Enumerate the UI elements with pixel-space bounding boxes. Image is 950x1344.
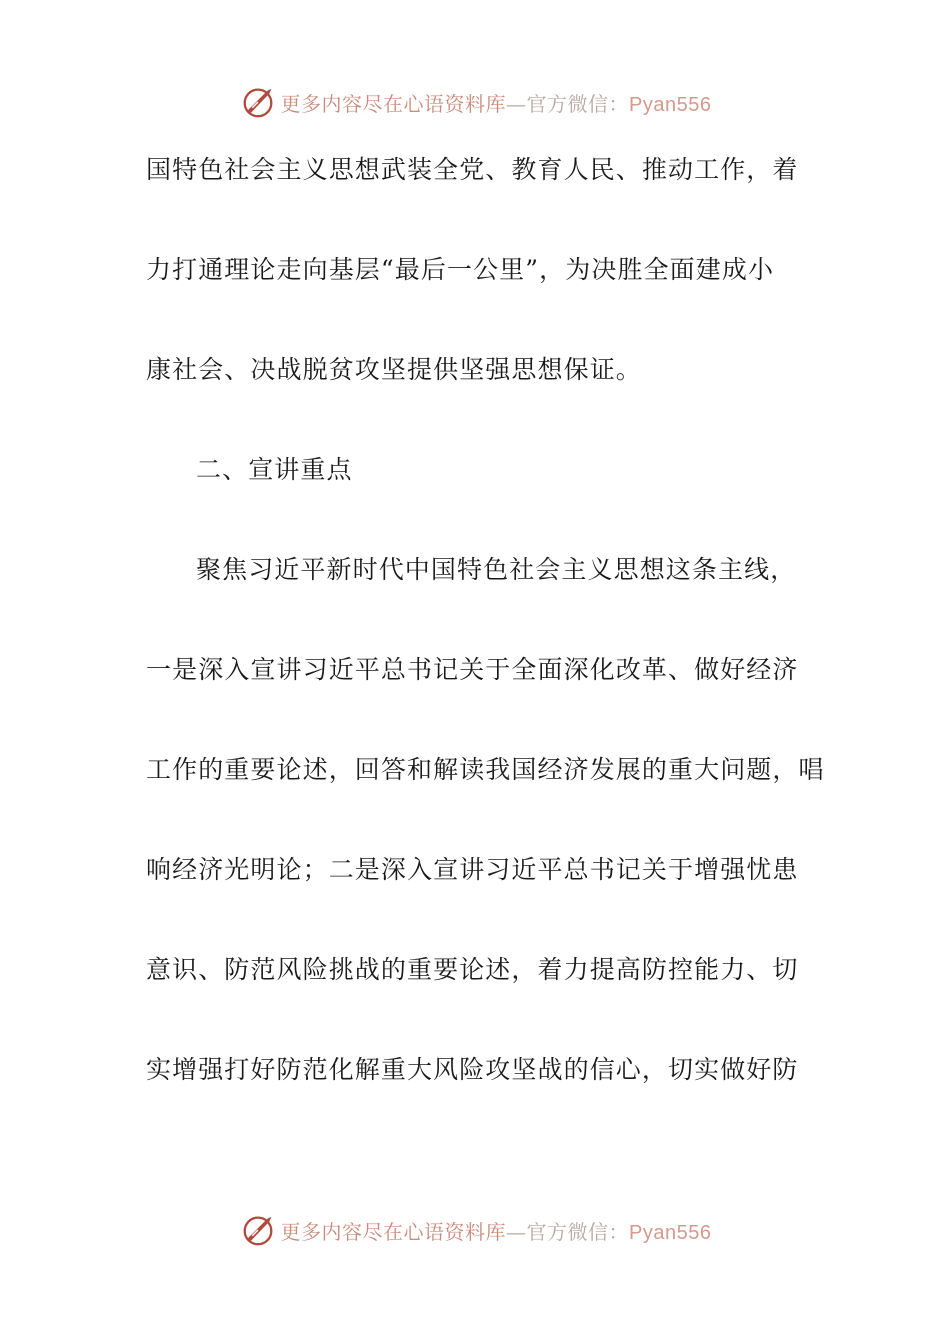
body-line: 力打通理论走向基层“最后一公里”，为决胜全面建成小 xyxy=(146,255,775,284)
banner-wechat-label: 官方微信： xyxy=(526,1219,630,1244)
pen-nib-circle-icon xyxy=(239,1211,277,1249)
banner-site-text: 更多内容尽在心语资料库 xyxy=(280,91,507,116)
section-heading: 二、宣讲重点 xyxy=(196,455,353,484)
footer-banner xyxy=(0,1210,950,1250)
banner-wechat-id: Pyan556 xyxy=(629,1221,712,1244)
banner-site-text: 更多内容尽在心语资料库 xyxy=(280,1219,507,1244)
header-banner xyxy=(0,82,950,122)
body-line: 工作的重要论述，回答和解读我国经济发展的重大问题，唱 xyxy=(146,755,825,784)
body-line: 实增强打好防范化解重大风险攻坚战的信心，切实做好防 xyxy=(146,1055,799,1084)
body-line: 意识、防范风险挑战的重要论述，着力提高防控能力、切 xyxy=(146,955,799,984)
banner-wechat-label: 官方微信： xyxy=(526,91,630,116)
banner-dash: — xyxy=(506,1219,527,1244)
banner-dash: — xyxy=(506,91,527,116)
banner-text xyxy=(281,1216,712,1245)
banner-text xyxy=(281,88,712,117)
body-line: 聚焦习近平新时代中国特色社会主义思想这条主线， xyxy=(196,555,797,584)
document-body xyxy=(146,140,825,1140)
body-line: 响经济光明论；二是深入宣讲习近平总书记关于增强忧患 xyxy=(146,855,799,884)
pen-nib-circle-icon xyxy=(239,83,277,121)
body-line: 国特色社会主义思想武装全党、教育人民、推动工作，着 xyxy=(146,155,799,184)
banner-wechat-id: Pyan556 xyxy=(629,93,712,116)
body-line: 一是深入宣讲习近平总书记关于全面深化改革、做好经济 xyxy=(146,655,799,684)
body-line: 康社会、决战脱贫攻坚提供坚强思想保证。 xyxy=(146,355,642,384)
